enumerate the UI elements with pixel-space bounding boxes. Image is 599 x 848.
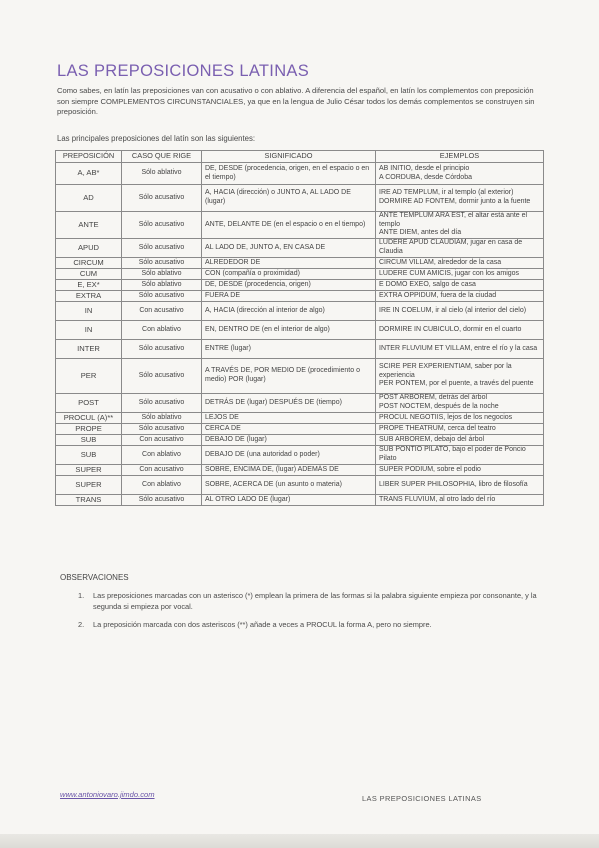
cell-caso: Con acusativo bbox=[122, 465, 202, 476]
page-edge bbox=[0, 834, 599, 848]
example-line: ANTE TEMPLUM ARA EST, el altar está ante el templo bbox=[379, 212, 528, 228]
cell-preposicion: AD bbox=[56, 185, 122, 212]
cell-caso: Sólo acusativo bbox=[122, 495, 202, 506]
cell-significado: EN, DENTRO DE (en el interior de algo) bbox=[202, 321, 376, 340]
table-lead-text: Las principales preposiciones del latín son las siguientes: bbox=[57, 134, 256, 143]
cell-significado: A, HACIA (dirección al interior de algo) bbox=[202, 302, 376, 321]
example-line: LUDERE CUM AMICIS, jugar con los amigos bbox=[379, 269, 520, 277]
table-row bbox=[56, 394, 544, 413]
cell-significado: DEBAJO DE (lugar) bbox=[202, 435, 376, 446]
cell-caso: Sólo acusativo bbox=[122, 212, 202, 239]
example-line: DORMIRE IN CUBICULO, dormir en el cuarto bbox=[379, 325, 522, 333]
cell-caso: Con ablativo bbox=[122, 476, 202, 495]
table-row bbox=[56, 269, 544, 280]
cell-ejemplos bbox=[376, 476, 544, 495]
table-header-row bbox=[56, 151, 544, 163]
cell-ejemplos bbox=[376, 394, 544, 413]
cell-significado: ALREDEDOR DE bbox=[202, 258, 376, 269]
cell-ejemplos bbox=[376, 163, 544, 185]
table-row bbox=[56, 495, 544, 506]
cell-caso: Sólo acusativo bbox=[122, 239, 202, 258]
example-line: EXTRA OPPIDUM, fuera de la ciudad bbox=[379, 291, 497, 299]
cell-significado: FUERA DE bbox=[202, 291, 376, 302]
cell-significado: SOBRE, ENCIMA DE, (lugar) ADEMÁS DE bbox=[202, 465, 376, 476]
cell-preposicion: PER bbox=[56, 359, 122, 394]
cell-ejemplos bbox=[376, 495, 544, 506]
cell-significado: DETRÁS DE (lugar) DESPUÉS DE (tiempo) bbox=[202, 394, 376, 413]
header-ejemplos: EJEMPLOS bbox=[376, 151, 544, 163]
cell-preposicion: A, AB* bbox=[56, 163, 122, 185]
cell-preposicion: SUB bbox=[56, 435, 122, 446]
cell-ejemplos bbox=[376, 258, 544, 269]
header-preposicion: PREPOSICIÓN bbox=[56, 151, 122, 163]
cell-ejemplos bbox=[376, 302, 544, 321]
table-row bbox=[56, 435, 544, 446]
cell-caso: Sólo acusativo bbox=[122, 258, 202, 269]
table-row bbox=[56, 291, 544, 302]
example-line: A CORDUBA, desde Córdoba bbox=[379, 173, 472, 181]
observacion-text: Las preposiciones marcadas con un asterisco (*) emplean la primera de las formas si la palabra siguiente empieza por consonante, y la segunda si empieza por vocal. bbox=[93, 591, 537, 611]
cell-significado: DE, DESDE (procedencia, origen) bbox=[202, 280, 376, 291]
cell-preposicion: SUB bbox=[56, 446, 122, 465]
cell-significado: A, HACIA (dirección) o JUNTO A, AL LADO DE (lugar) bbox=[202, 185, 376, 212]
cell-ejemplos bbox=[376, 413, 544, 424]
cell-ejemplos bbox=[376, 340, 544, 359]
cell-ejemplos bbox=[376, 212, 544, 239]
header-caso: CASO QUE RIGE bbox=[122, 151, 202, 163]
cell-preposicion: INTER bbox=[56, 340, 122, 359]
example-line: SUB ARBOREM, debajo del árbol bbox=[379, 435, 485, 443]
cell-preposicion: SUPER bbox=[56, 476, 122, 495]
example-line: INTER FLUVIUM ET VILLAM, entre el río y la casa bbox=[379, 344, 538, 352]
cell-ejemplos bbox=[376, 321, 544, 340]
cell-preposicion: IN bbox=[56, 302, 122, 321]
table-row bbox=[56, 239, 544, 258]
cell-preposicion: CUM bbox=[56, 269, 122, 280]
example-line: PROPE THEATRUM, cerca del teatro bbox=[379, 424, 496, 432]
cell-ejemplos bbox=[376, 424, 544, 435]
table-row bbox=[56, 446, 544, 465]
cell-significado: CERCA DE bbox=[202, 424, 376, 435]
footer-website-link[interactable]: www.antoniovaro.jimdo.com bbox=[60, 790, 155, 799]
cell-ejemplos bbox=[376, 435, 544, 446]
example-line: SUPER PODIUM, sobre el podio bbox=[379, 465, 481, 473]
table-row bbox=[56, 359, 544, 394]
example-line: PROCUL NEGOTIIS, lejos de los negocios bbox=[379, 413, 513, 421]
cell-caso: Sólo ablativo bbox=[122, 163, 202, 185]
table-body bbox=[56, 163, 544, 506]
cell-preposicion: SUPER bbox=[56, 465, 122, 476]
cell-ejemplos bbox=[376, 239, 544, 258]
cell-significado: ENTRE (lugar) bbox=[202, 340, 376, 359]
table-row bbox=[56, 163, 544, 185]
example-line: POST ARBOREM, detrás del árbol bbox=[379, 394, 488, 402]
cell-preposicion: PROCUL (A)** bbox=[56, 413, 122, 424]
table-row bbox=[56, 258, 544, 269]
observacion-item bbox=[60, 619, 542, 630]
cell-significado: CON (compañía o proximidad) bbox=[202, 269, 376, 280]
cell-preposicion: APUD bbox=[56, 239, 122, 258]
cell-significado: DE, DESDE (procedencia, origen, en el espacio o en el tiempo) bbox=[202, 163, 376, 185]
example-line: ANTE DIEM, antes del día bbox=[379, 229, 462, 237]
cell-significado: A TRAVÉS DE, POR MEDIO DE (procedimiento o medio) POR (lugar) bbox=[202, 359, 376, 394]
cell-caso: Sólo ablativo bbox=[122, 280, 202, 291]
cell-preposicion: EXTRA bbox=[56, 291, 122, 302]
observacion-number: 1. bbox=[78, 591, 85, 600]
cell-caso: Sólo acusativo bbox=[122, 291, 202, 302]
table-row bbox=[56, 321, 544, 340]
cell-caso: Sólo ablativo bbox=[122, 413, 202, 424]
table-row bbox=[56, 424, 544, 435]
observacion-item bbox=[60, 590, 542, 612]
cell-preposicion: TRANS bbox=[56, 495, 122, 506]
table-row bbox=[56, 185, 544, 212]
observaciones-title: OBSERVACIONES bbox=[60, 573, 129, 582]
observacion-text: La preposición marcada con dos asteriscos (**) añade a veces a PROCUL la forma A, pero no siempre. bbox=[93, 620, 432, 629]
example-line: DORMIRE AD FONTEM, dormir junto a la fuente bbox=[379, 198, 531, 205]
observaciones-list bbox=[60, 590, 542, 637]
example-line: E DOMO EXEO, salgo de casa bbox=[379, 280, 476, 288]
table-row bbox=[56, 212, 544, 239]
example-line: SUB PONTIO PILATO, bajo el poder de Poncio Pilato bbox=[379, 446, 526, 462]
cell-preposicion: ANTE bbox=[56, 212, 122, 239]
table-row bbox=[56, 465, 544, 476]
cell-preposicion: PROPE bbox=[56, 424, 122, 435]
cell-caso: Sólo acusativo bbox=[122, 424, 202, 435]
cell-caso: Sólo acusativo bbox=[122, 394, 202, 413]
header-significado: SIGNIFICADO bbox=[202, 151, 376, 163]
cell-significado: ANTE, DELANTE DE (en el espacio o en el tiempo) bbox=[202, 212, 376, 239]
example-line: SCIRE PER EXPERIENTIAM, saber por la experiencia bbox=[379, 363, 512, 379]
cell-ejemplos bbox=[376, 185, 544, 212]
cell-significado: AL OTRO LADO DE (lugar) bbox=[202, 495, 376, 506]
cell-ejemplos bbox=[376, 446, 544, 465]
example-line: PER PONTEM, por el puente, a través del puente bbox=[379, 380, 534, 388]
table-row bbox=[56, 302, 544, 321]
example-line: AB INITIO, desde el principio bbox=[379, 164, 470, 172]
table-row bbox=[56, 340, 544, 359]
cell-ejemplos bbox=[376, 291, 544, 302]
table-row bbox=[56, 413, 544, 424]
example-line: IRE IN COELUM, ir al cielo (al interior del cielo) bbox=[379, 306, 527, 314]
cell-caso: Con acusativo bbox=[122, 435, 202, 446]
footer-title: LAS PREPOSICIONES LATINAS bbox=[362, 794, 482, 803]
cell-significado: SOBRE, ACERCA DE (un asunto o materia) bbox=[202, 476, 376, 495]
cell-caso: Sólo acusativo bbox=[122, 340, 202, 359]
cell-significado: DEBAJO DE (una autoridad o poder) bbox=[202, 446, 376, 465]
cell-caso: Con ablativo bbox=[122, 446, 202, 465]
cell-caso: Sólo ablativo bbox=[122, 269, 202, 280]
example-line: CIRCUM VILLAM, alrededor de la casa bbox=[379, 258, 502, 266]
cell-ejemplos bbox=[376, 269, 544, 280]
cell-caso: Con ablativo bbox=[122, 321, 202, 340]
cell-preposicion: IN bbox=[56, 321, 122, 340]
observacion-number: 2. bbox=[78, 620, 85, 629]
example-line: TRANS FLUVIUM, al otro lado del río bbox=[379, 495, 496, 503]
cell-significado: LEJOS DE bbox=[202, 413, 376, 424]
cell-preposicion: CIRCUM bbox=[56, 258, 122, 269]
cell-caso: Sólo acusativo bbox=[122, 359, 202, 394]
cell-preposicion: POST bbox=[56, 394, 122, 413]
table-row bbox=[56, 280, 544, 291]
cell-preposicion: E, EX* bbox=[56, 280, 122, 291]
example-line: LUDERE APUD CLAUDIAM, jugar en casa de Claudia bbox=[379, 239, 523, 255]
cell-ejemplos bbox=[376, 280, 544, 291]
table-row bbox=[56, 476, 544, 495]
example-line: IRE AD TEMPLUM, ir al templo (al exterior) bbox=[379, 189, 514, 197]
example-line: POST NOCTEM, después de la noche bbox=[379, 403, 499, 410]
cell-significado: AL LADO DE, JUNTO A, EN CASA DE bbox=[202, 239, 376, 258]
cell-ejemplos bbox=[376, 465, 544, 476]
prepositions-table bbox=[55, 150, 544, 506]
cell-caso: Sólo acusativo bbox=[122, 185, 202, 212]
example-line: LIBER SUPER PHILOSOPHIA, libro de filosofía bbox=[379, 480, 528, 488]
page-title: LAS PREPOSICIONES LATINAS bbox=[57, 62, 310, 80]
intro-paragraph: Como sabes, en latín las preposiciones van con acusativo o con ablativo. A diferencia del español, en latín los complementos con preposición son siempre COMPLEMENTOS CIRCUNSTANCIALES, ya que en la lengua de Julio César todos los demás complementos se construyen sin preposición. bbox=[57, 86, 535, 117]
cell-ejemplos bbox=[376, 359, 544, 394]
cell-caso: Con acusativo bbox=[122, 302, 202, 321]
